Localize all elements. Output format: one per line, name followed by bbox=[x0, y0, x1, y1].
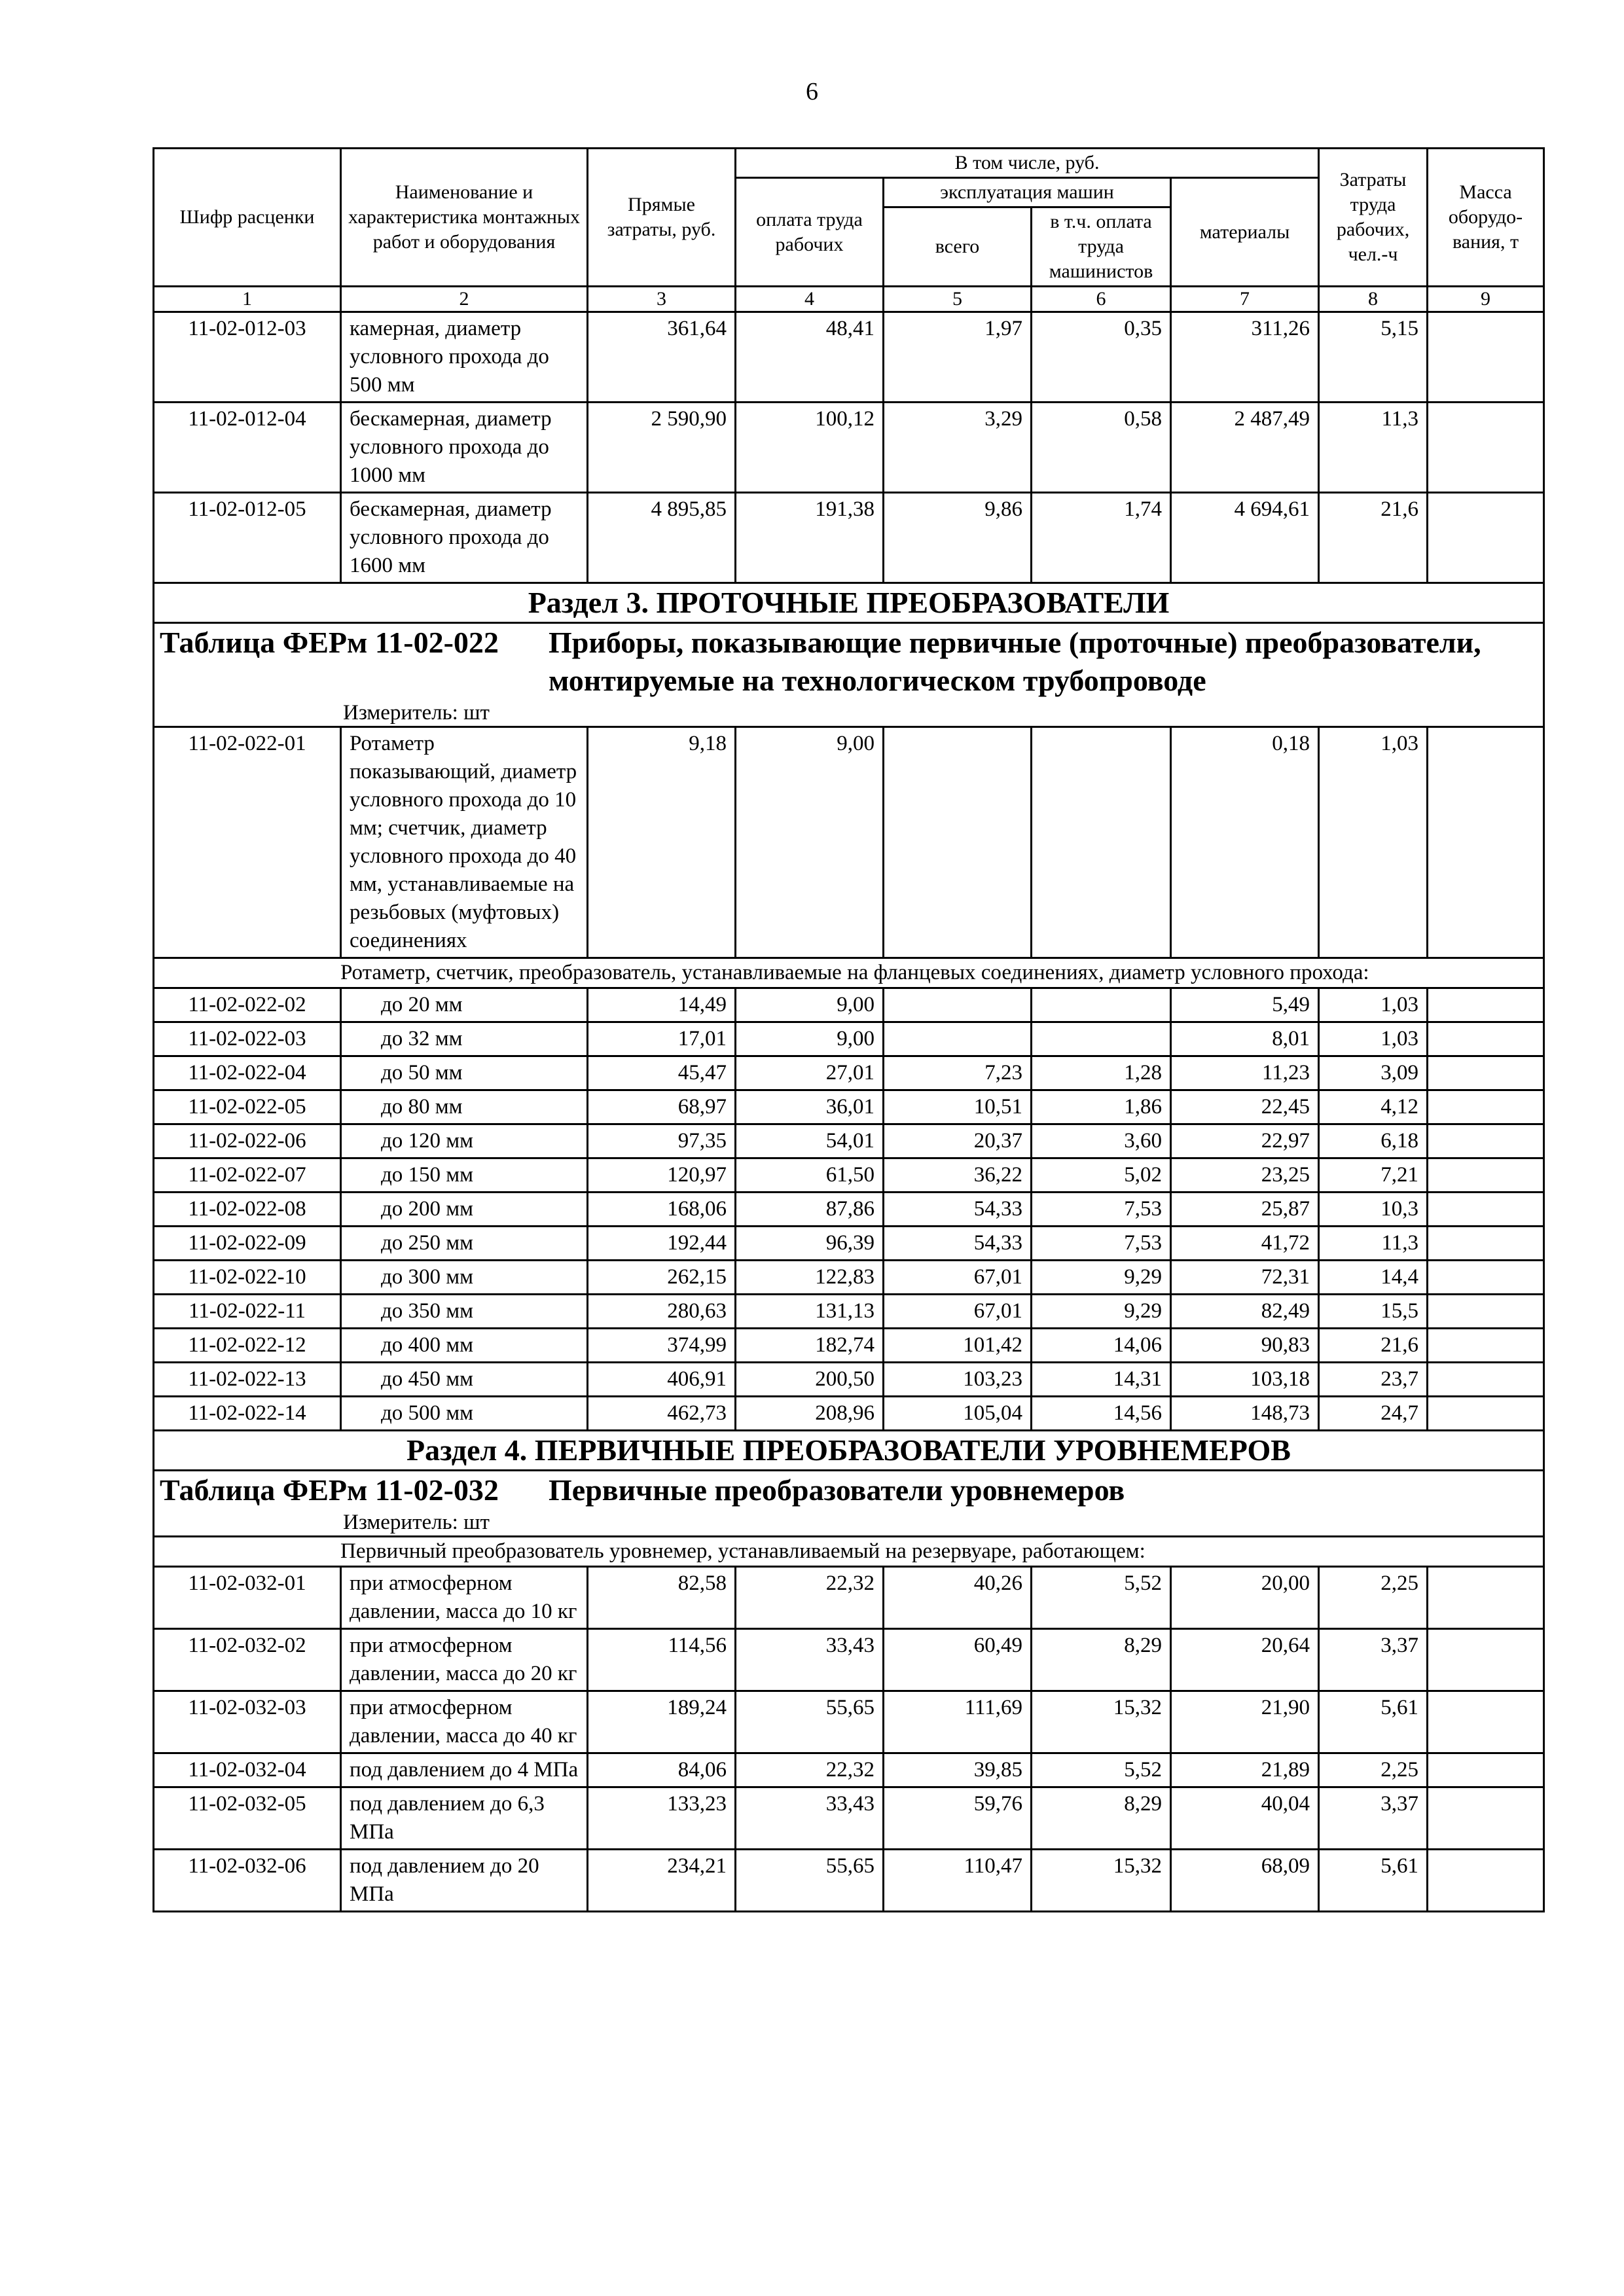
cell-materials: 22,97 bbox=[1171, 1124, 1319, 1158]
table-row bbox=[154, 1629, 1544, 1691]
cell-name: до 450 мм bbox=[341, 1363, 588, 1397]
cell-mass bbox=[1428, 1124, 1544, 1158]
cell-labor: 2,25 bbox=[1319, 1567, 1428, 1629]
cell-labor: 1,03 bbox=[1319, 727, 1428, 958]
table-022-title: Приборы, показывающие первичные (проточные) преобразователи, монтируемые на технологическом трубопроводе bbox=[549, 626, 1481, 697]
cell-code: 11-02-032-04 bbox=[154, 1753, 341, 1787]
cell-mass bbox=[1428, 1158, 1544, 1193]
cell-code: 11-02-032-02 bbox=[154, 1629, 341, 1691]
cell-machines-total: 3,29 bbox=[884, 403, 1032, 493]
cell-labor: 21,6 bbox=[1319, 493, 1428, 583]
cell-labor: 3,37 bbox=[1319, 1787, 1428, 1850]
cell-name: до 350 мм bbox=[341, 1295, 588, 1329]
cell-labor: 1,03 bbox=[1319, 1022, 1428, 1056]
cell-mass bbox=[1428, 1397, 1544, 1431]
cell-direct: 189,24 bbox=[588, 1691, 736, 1753]
cell-name: до 50 мм bbox=[341, 1056, 588, 1090]
cell-machines-total: 103,23 bbox=[884, 1363, 1032, 1397]
cell-direct: 133,23 bbox=[588, 1787, 736, 1850]
cell-direct: 262,15 bbox=[588, 1261, 736, 1295]
section-3-title: Раздел 3. ПРОТОЧНЫЕ ПРЕОБРАЗОВАТЕЛИ bbox=[154, 583, 1544, 623]
cell-code: 11-02-022-09 bbox=[154, 1227, 341, 1261]
cell-machines-total: 59,76 bbox=[884, 1787, 1032, 1850]
cell-machines-total: 10,51 bbox=[884, 1090, 1032, 1124]
header-labor: Затраты труда рабочих, чел.-ч bbox=[1319, 149, 1428, 287]
section-4-title: Раздел 4. ПЕРВИЧНЫЕ ПРЕОБРАЗОВАТЕЛИ УРОВНЕМЕРОВ bbox=[154, 1431, 1544, 1471]
cell-name: под давлением до 20 МПа bbox=[341, 1850, 588, 1912]
cell-labor: 2,25 bbox=[1319, 1753, 1428, 1787]
col-number: 2 bbox=[341, 287, 588, 312]
cell-mass bbox=[1428, 1787, 1544, 1850]
cell-direct: 234,21 bbox=[588, 1850, 736, 1912]
cell-code: 11-02-032-05 bbox=[154, 1787, 341, 1850]
cell-name: при атмосферном давлении, масса до 20 кг bbox=[341, 1629, 588, 1691]
cell-code: 11-02-032-06 bbox=[154, 1850, 341, 1912]
cell-wage: 33,43 bbox=[736, 1629, 884, 1691]
cell-direct: 2 590,90 bbox=[588, 403, 736, 493]
cell-code: 11-02-022-06 bbox=[154, 1124, 341, 1158]
table-row bbox=[154, 312, 1544, 403]
cell-wage: 48,41 bbox=[736, 312, 884, 403]
cell-code: 11-02-032-03 bbox=[154, 1691, 341, 1753]
cell-machinists: 14,06 bbox=[1032, 1329, 1171, 1363]
cell-materials: 82,49 bbox=[1171, 1295, 1319, 1329]
cell-labor: 21,6 bbox=[1319, 1329, 1428, 1363]
cell-name: при атмосферном давлении, масса до 10 кг bbox=[341, 1567, 588, 1629]
header-machinists: в т.ч. оплата труда машинистов bbox=[1032, 207, 1171, 287]
cell-name: бескамерная, диаметр условного прохода до 1600 мм bbox=[341, 493, 588, 583]
cell-code: 11-02-022-03 bbox=[154, 1022, 341, 1056]
cell-labor: 6,18 bbox=[1319, 1124, 1428, 1158]
cell-name: до 200 мм bbox=[341, 1193, 588, 1227]
cell-mass bbox=[1428, 1295, 1544, 1329]
cell-materials: 21,89 bbox=[1171, 1753, 1319, 1787]
cell-mass bbox=[1428, 1227, 1544, 1261]
cell-code: 11-02-022-07 bbox=[154, 1158, 341, 1193]
header-code: Шифр расценки bbox=[154, 149, 341, 287]
cell-name: при атмосферном давлении, масса до 40 кг bbox=[341, 1691, 588, 1753]
cell-machinists: 15,32 bbox=[1032, 1691, 1171, 1753]
cell-wage: 55,65 bbox=[736, 1850, 884, 1912]
cell-machinists: 1,28 bbox=[1032, 1056, 1171, 1090]
cell-materials: 68,09 bbox=[1171, 1850, 1319, 1912]
col-number: 1 bbox=[154, 287, 341, 312]
cell-wage: 182,74 bbox=[736, 1329, 884, 1363]
cell-labor: 15,5 bbox=[1319, 1295, 1428, 1329]
cell-materials: 311,26 bbox=[1171, 312, 1319, 403]
cell-machinists: 14,56 bbox=[1032, 1397, 1171, 1431]
cell-wage: 9,00 bbox=[736, 988, 884, 1022]
table-row bbox=[154, 1363, 1544, 1397]
cell-direct: 280,63 bbox=[588, 1295, 736, 1329]
table-row bbox=[154, 1193, 1544, 1227]
col-number: 9 bbox=[1428, 287, 1544, 312]
table-row bbox=[154, 1329, 1544, 1363]
table-032-note: Первичный преобразователь уровнемер, устанавливаемый на резервуаре, работающем: bbox=[154, 1537, 1544, 1567]
cell-mass bbox=[1428, 493, 1544, 583]
cell-machines-total: 7,23 bbox=[884, 1056, 1032, 1090]
cell-mass bbox=[1428, 1022, 1544, 1056]
price-table bbox=[153, 147, 1545, 1912]
cell-direct: 120,97 bbox=[588, 1158, 736, 1193]
cell-materials: 21,90 bbox=[1171, 1691, 1319, 1753]
table-032-measure: Измеритель: шт bbox=[343, 1511, 490, 1534]
cell-direct: 68,97 bbox=[588, 1090, 736, 1124]
cell-name: до 500 мм bbox=[341, 1397, 588, 1431]
cell-machines-total: 67,01 bbox=[884, 1261, 1032, 1295]
cell-code: 11-02-012-05 bbox=[154, 493, 341, 583]
cell-name: до 32 мм bbox=[341, 1022, 588, 1056]
cell-mass bbox=[1428, 1090, 1544, 1124]
cell-materials: 0,18 bbox=[1171, 727, 1319, 958]
cell-machines-total bbox=[884, 727, 1032, 958]
cell-mass bbox=[1428, 1567, 1544, 1629]
table-row bbox=[154, 1090, 1544, 1124]
cell-mass bbox=[1428, 988, 1544, 1022]
cell-materials: 20,64 bbox=[1171, 1629, 1319, 1691]
cell-materials: 4 694,61 bbox=[1171, 493, 1319, 583]
cell-wage: 22,32 bbox=[736, 1753, 884, 1787]
header-machines-total: всего bbox=[884, 207, 1032, 287]
cell-mass bbox=[1428, 1850, 1544, 1912]
cell-mass bbox=[1428, 1363, 1544, 1397]
cell-machinists: 15,32 bbox=[1032, 1850, 1171, 1912]
cell-mass bbox=[1428, 1193, 1544, 1227]
cell-labor: 10,3 bbox=[1319, 1193, 1428, 1227]
cell-name: до 20 мм bbox=[341, 988, 588, 1022]
col-number: 3 bbox=[588, 287, 736, 312]
cell-machinists: 5,52 bbox=[1032, 1567, 1171, 1629]
cell-code: 11-02-022-12 bbox=[154, 1329, 341, 1363]
header-materials: материалы bbox=[1171, 178, 1319, 287]
table-row bbox=[154, 1261, 1544, 1295]
table-row bbox=[154, 1124, 1544, 1158]
cell-code: 11-02-032-01 bbox=[154, 1567, 341, 1629]
cell-mass bbox=[1428, 312, 1544, 403]
cell-direct: 97,35 bbox=[588, 1124, 736, 1158]
cell-mass bbox=[1428, 1329, 1544, 1363]
cell-code: 11-02-022-02 bbox=[154, 988, 341, 1022]
cell-direct: 82,58 bbox=[588, 1567, 736, 1629]
cell-machinists: 9,29 bbox=[1032, 1261, 1171, 1295]
col-number: 4 bbox=[736, 287, 884, 312]
cell-machines-total: 111,69 bbox=[884, 1691, 1032, 1753]
cell-machinists: 9,29 bbox=[1032, 1295, 1171, 1329]
cell-wage: 122,83 bbox=[736, 1261, 884, 1295]
cell-mass bbox=[1428, 1261, 1544, 1295]
cell-code: 11-02-022-13 bbox=[154, 1363, 341, 1397]
cell-machines-total bbox=[884, 1022, 1032, 1056]
cell-mass bbox=[1428, 403, 1544, 493]
cell-mass bbox=[1428, 1629, 1544, 1691]
cell-wage: 22,32 bbox=[736, 1567, 884, 1629]
cell-direct: 84,06 bbox=[588, 1753, 736, 1787]
cell-mass bbox=[1428, 727, 1544, 958]
col-number: 8 bbox=[1319, 287, 1428, 312]
cell-name: до 150 мм bbox=[341, 1158, 588, 1193]
cell-machines-total: 20,37 bbox=[884, 1124, 1032, 1158]
cell-machinists bbox=[1032, 1022, 1171, 1056]
cell-wage: 96,39 bbox=[736, 1227, 884, 1261]
cell-materials: 148,73 bbox=[1171, 1397, 1319, 1431]
cell-name: до 400 мм bbox=[341, 1329, 588, 1363]
cell-direct: 114,56 bbox=[588, 1629, 736, 1691]
cell-mass bbox=[1428, 1691, 1544, 1753]
cell-machines-total: 54,33 bbox=[884, 1193, 1032, 1227]
cell-direct: 361,64 bbox=[588, 312, 736, 403]
cell-wage: 36,01 bbox=[736, 1090, 884, 1124]
table-row bbox=[154, 988, 1544, 1022]
cell-labor: 3,37 bbox=[1319, 1629, 1428, 1691]
table-022-measure: Измеритель: шт bbox=[343, 701, 490, 725]
table-022-caption bbox=[154, 623, 1544, 727]
cell-direct: 4 895,85 bbox=[588, 493, 736, 583]
table-row bbox=[154, 1022, 1544, 1056]
table-022-note: Ротаметр, счетчик, преобразователь, устанавливаемые на фланцевых соединениях, диаметр условного прохода: bbox=[154, 958, 1544, 988]
cell-materials: 103,18 bbox=[1171, 1363, 1319, 1397]
cell-name: под давлением до 4 МПа bbox=[341, 1753, 588, 1787]
cell-wage: 9,00 bbox=[736, 1022, 884, 1056]
cell-name: камерная, диаметр условного прохода до 500 мм bbox=[341, 312, 588, 403]
cell-direct: 462,73 bbox=[588, 1397, 736, 1431]
page-number: 6 bbox=[806, 78, 818, 105]
cell-machinists: 8,29 bbox=[1032, 1787, 1171, 1850]
col-number: 6 bbox=[1032, 287, 1171, 312]
cell-machines-total: 54,33 bbox=[884, 1227, 1032, 1261]
cell-materials: 90,83 bbox=[1171, 1329, 1319, 1363]
cell-labor: 5,15 bbox=[1319, 312, 1428, 403]
cell-labor: 14,4 bbox=[1319, 1261, 1428, 1295]
header-name: Наименование и характеристика монтажных работ и оборудования bbox=[341, 149, 588, 287]
cell-machines-total: 67,01 bbox=[884, 1295, 1032, 1329]
table-row bbox=[154, 1567, 1544, 1629]
cell-name: бескамерная, диаметр условного прохода до 1000 мм bbox=[341, 403, 588, 493]
cell-materials: 11,23 bbox=[1171, 1056, 1319, 1090]
table-row bbox=[154, 1056, 1544, 1090]
cell-machinists: 5,02 bbox=[1032, 1158, 1171, 1193]
cell-code: 11-02-012-03 bbox=[154, 312, 341, 403]
cell-machines-total: 39,85 bbox=[884, 1753, 1032, 1787]
cell-materials: 20,00 bbox=[1171, 1567, 1319, 1629]
cell-machinists: 1,86 bbox=[1032, 1090, 1171, 1124]
cell-mass bbox=[1428, 1753, 1544, 1787]
table-row bbox=[154, 1295, 1544, 1329]
table-row bbox=[154, 493, 1544, 583]
table-row bbox=[154, 403, 1544, 493]
cell-machinists bbox=[1032, 727, 1171, 958]
cell-code: 11-02-022-10 bbox=[154, 1261, 341, 1295]
cell-wage: 27,01 bbox=[736, 1056, 884, 1090]
cell-labor: 24,7 bbox=[1319, 1397, 1428, 1431]
cell-machines-total: 60,49 bbox=[884, 1629, 1032, 1691]
cell-materials: 22,45 bbox=[1171, 1090, 1319, 1124]
header-machines: эксплуатация машин bbox=[884, 178, 1171, 207]
table-row bbox=[154, 727, 1544, 958]
cell-code: 11-02-022-11 bbox=[154, 1295, 341, 1329]
table-row bbox=[154, 1158, 1544, 1193]
cell-labor: 5,61 bbox=[1319, 1691, 1428, 1753]
cell-code: 11-02-012-04 bbox=[154, 403, 341, 493]
col-number: 5 bbox=[884, 287, 1032, 312]
table-row bbox=[154, 1227, 1544, 1261]
cell-name: Ротаметр показывающий, диаметр условного прохода до 10 мм; счетчик, диаметр условного прохода до 40 мм, устанавливаемые на резьбовых (муфтовых) соединениях bbox=[341, 727, 588, 958]
cell-machinists: 0,58 bbox=[1032, 403, 1171, 493]
cell-machines-total: 1,97 bbox=[884, 312, 1032, 403]
table-row bbox=[154, 1397, 1544, 1431]
cell-wage: 54,01 bbox=[736, 1124, 884, 1158]
cell-wage: 33,43 bbox=[736, 1787, 884, 1850]
cell-code: 11-02-022-04 bbox=[154, 1056, 341, 1090]
cell-code: 11-02-022-05 bbox=[154, 1090, 341, 1124]
cell-direct: 9,18 bbox=[588, 727, 736, 958]
cell-wage: 131,13 bbox=[736, 1295, 884, 1329]
cell-direct: 406,91 bbox=[588, 1363, 736, 1397]
cell-materials: 40,04 bbox=[1171, 1787, 1319, 1850]
cell-machinists: 14,31 bbox=[1032, 1363, 1171, 1397]
cell-labor: 7,21 bbox=[1319, 1158, 1428, 1193]
cell-code: 11-02-022-14 bbox=[154, 1397, 341, 1431]
header-including: В том числе, руб. bbox=[736, 149, 1319, 178]
cell-machines-total: 105,04 bbox=[884, 1397, 1032, 1431]
table-032-label: Таблица ФЕРм 11-02-032 bbox=[160, 1473, 499, 1507]
cell-wage: 61,50 bbox=[736, 1158, 884, 1193]
cell-machinists: 8,29 bbox=[1032, 1629, 1171, 1691]
cell-labor: 11,3 bbox=[1319, 1227, 1428, 1261]
col-number: 7 bbox=[1171, 287, 1319, 312]
cell-wage: 9,00 bbox=[736, 727, 884, 958]
cell-wage: 200,50 bbox=[736, 1363, 884, 1397]
table-row bbox=[154, 1753, 1544, 1787]
table-022-label: Таблица ФЕРм 11-02-022 bbox=[160, 626, 499, 659]
table-row bbox=[154, 1850, 1544, 1912]
cell-machinists bbox=[1032, 988, 1171, 1022]
table-row bbox=[154, 1691, 1544, 1753]
cell-machinists: 5,52 bbox=[1032, 1753, 1171, 1787]
cell-wage: 191,38 bbox=[736, 493, 884, 583]
cell-direct: 17,01 bbox=[588, 1022, 736, 1056]
header-mass: Масса оборудо-вания, т bbox=[1428, 149, 1544, 287]
cell-machinists: 7,53 bbox=[1032, 1193, 1171, 1227]
cell-name: до 300 мм bbox=[341, 1261, 588, 1295]
cell-materials: 8,01 bbox=[1171, 1022, 1319, 1056]
cell-wage: 87,86 bbox=[736, 1193, 884, 1227]
cell-direct: 192,44 bbox=[588, 1227, 736, 1261]
cell-materials: 25,87 bbox=[1171, 1193, 1319, 1227]
header-wage: оплата труда рабочих bbox=[736, 178, 884, 287]
cell-machines-total: 101,42 bbox=[884, 1329, 1032, 1363]
cell-machinists: 3,60 bbox=[1032, 1124, 1171, 1158]
cell-machines-total: 9,86 bbox=[884, 493, 1032, 583]
cell-direct: 374,99 bbox=[588, 1329, 736, 1363]
cell-mass bbox=[1428, 1056, 1544, 1090]
table-032-title: Первичные преобразователи уровнемеров bbox=[549, 1473, 1125, 1507]
cell-labor: 23,7 bbox=[1319, 1363, 1428, 1397]
cell-wage: 55,65 bbox=[736, 1691, 884, 1753]
cell-labor: 11,3 bbox=[1319, 403, 1428, 493]
cell-name: до 80 мм bbox=[341, 1090, 588, 1124]
cell-wage: 100,12 bbox=[736, 403, 884, 493]
table-032-caption bbox=[154, 1471, 1544, 1537]
cell-machines-total: 110,47 bbox=[884, 1850, 1032, 1912]
cell-machinists: 1,74 bbox=[1032, 493, 1171, 583]
cell-labor: 5,61 bbox=[1319, 1850, 1428, 1912]
table-row bbox=[154, 1787, 1544, 1850]
cell-machines-total bbox=[884, 988, 1032, 1022]
cell-materials: 5,49 bbox=[1171, 988, 1319, 1022]
cell-machinists: 0,35 bbox=[1032, 312, 1171, 403]
cell-code: 11-02-022-01 bbox=[154, 727, 341, 958]
cell-labor: 4,12 bbox=[1319, 1090, 1428, 1124]
cell-labor: 1,03 bbox=[1319, 988, 1428, 1022]
cell-direct: 14,49 bbox=[588, 988, 736, 1022]
cell-name: под давлением до 6,3 МПа bbox=[341, 1787, 588, 1850]
cell-direct: 168,06 bbox=[588, 1193, 736, 1227]
cell-labor: 3,09 bbox=[1319, 1056, 1428, 1090]
header-direct: Прямые затраты, руб. bbox=[588, 149, 736, 287]
cell-materials: 72,31 bbox=[1171, 1261, 1319, 1295]
cell-code: 11-02-022-08 bbox=[154, 1193, 341, 1227]
cell-name: до 250 мм bbox=[341, 1227, 588, 1261]
cell-machinists: 7,53 bbox=[1032, 1227, 1171, 1261]
cell-materials: 23,25 bbox=[1171, 1158, 1319, 1193]
cell-machines-total: 36,22 bbox=[884, 1158, 1032, 1193]
cell-name: до 120 мм bbox=[341, 1124, 588, 1158]
cell-direct: 45,47 bbox=[588, 1056, 736, 1090]
cell-wage: 208,96 bbox=[736, 1397, 884, 1431]
cell-machines-total: 40,26 bbox=[884, 1567, 1032, 1629]
cell-materials: 41,72 bbox=[1171, 1227, 1319, 1261]
cell-materials: 2 487,49 bbox=[1171, 403, 1319, 493]
